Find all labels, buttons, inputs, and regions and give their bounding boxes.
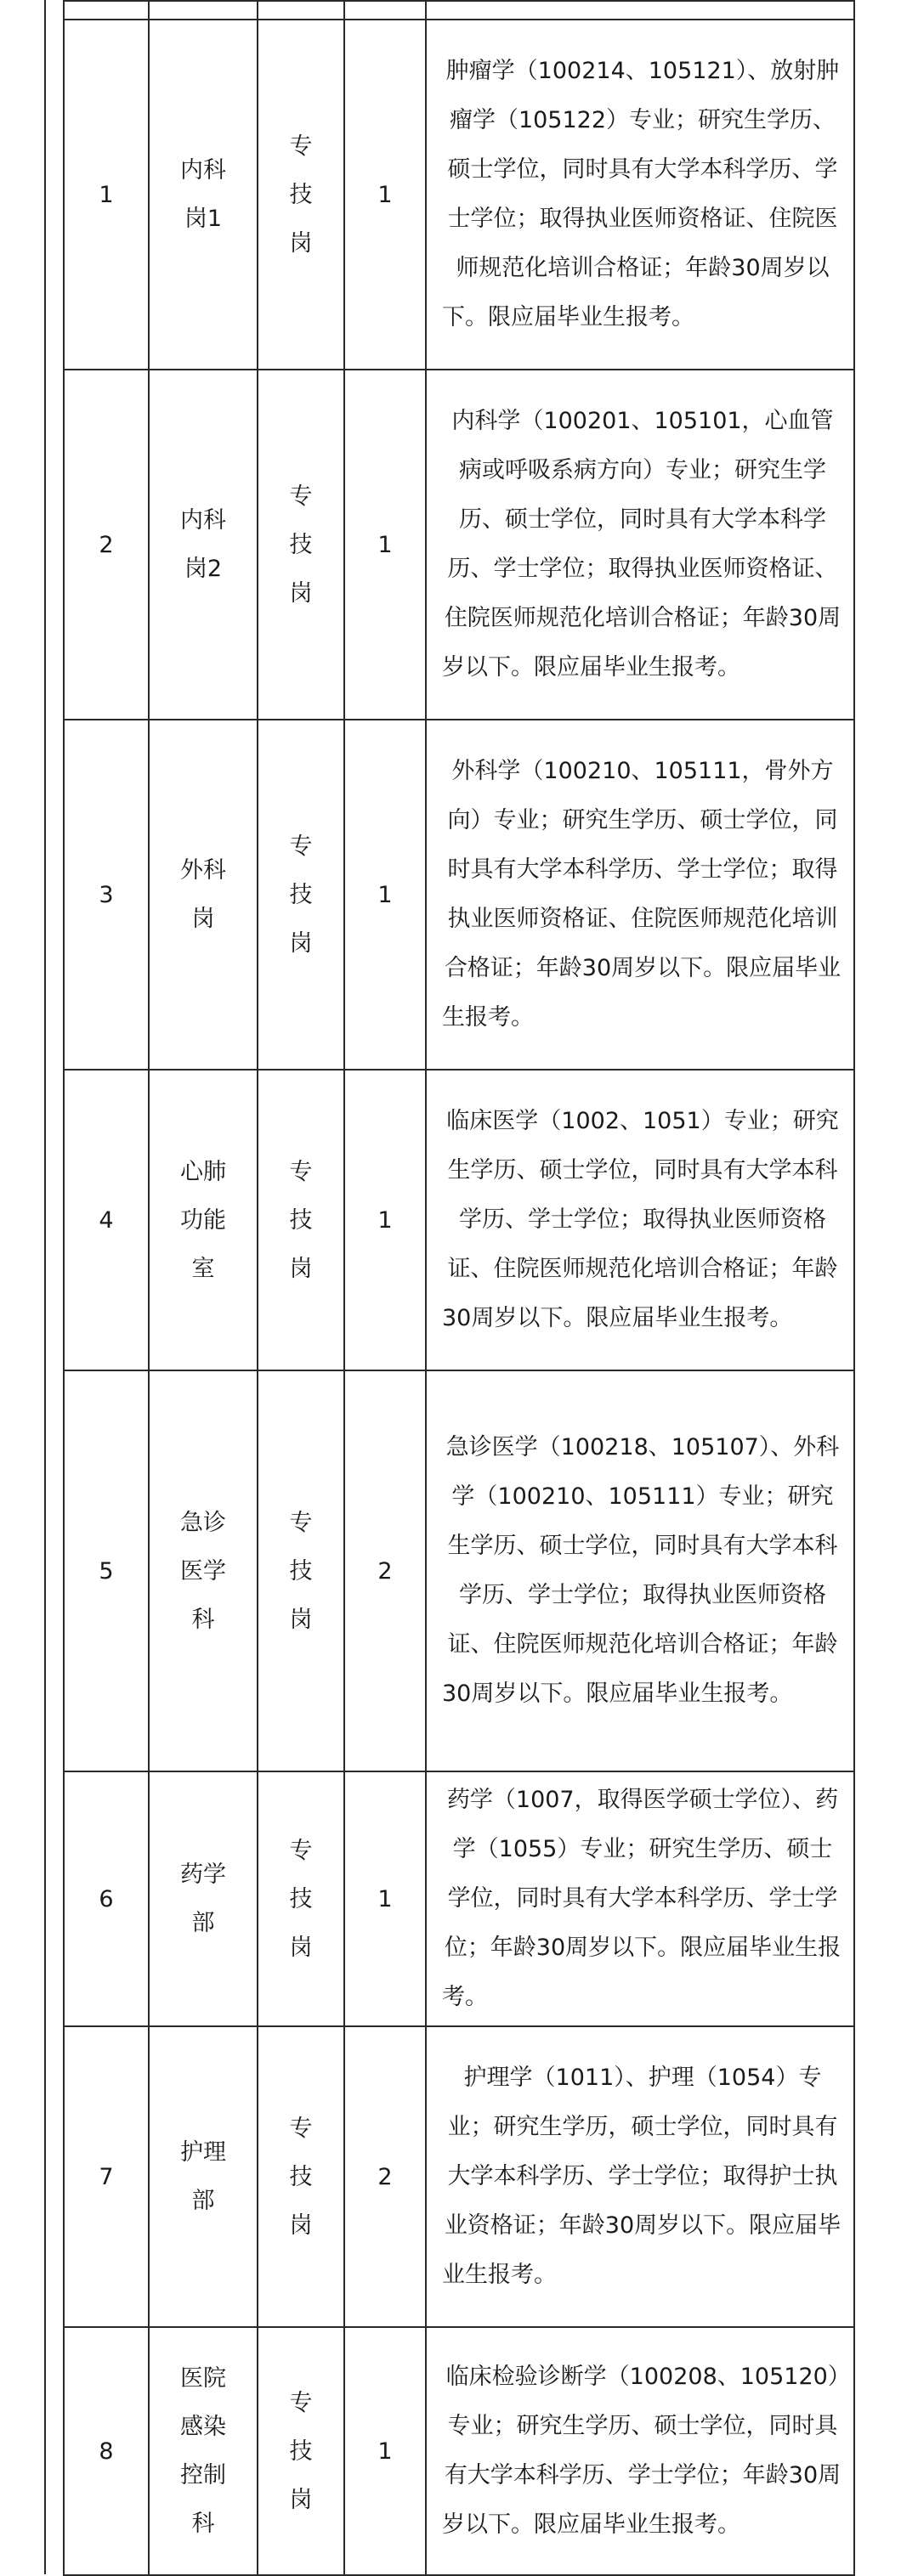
- count-cell: 1: [344, 2327, 426, 2575]
- row-number: 1: [64, 20, 149, 370]
- count-cell: 1: [344, 370, 426, 720]
- post-type: 专技岗: [289, 1837, 313, 1961]
- row-number: 4: [64, 1070, 149, 1370]
- count-cell: 1: [344, 1771, 426, 2026]
- table-row: [64, 720, 854, 1070]
- row-number: 6: [64, 1771, 149, 2026]
- dept-name: 心肺功能室: [180, 1158, 226, 1282]
- count-cell: 1: [344, 1070, 426, 1370]
- post-type: 专技岗: [289, 2389, 313, 2513]
- table-row: [64, 1070, 854, 1370]
- type-cell: [258, 2026, 344, 2327]
- table-row: [64, 2327, 854, 2575]
- requirements-cell: 临床医学（1002、1051）专业；研究生学历、硕士学位，同时具有大学本科学历、学士学位；取得执业医师资格证、住院医师规范化培训合格证；年龄30周岁以下。限应届毕业生报考。: [426, 1070, 854, 1370]
- post-type: 专技岗: [289, 1509, 313, 1633]
- header-cell: [344, 1, 426, 20]
- requirements-cell: 急诊医学（100218、105107）、外科学（100210、105111）专业；研究生学历、硕士学位，同时具有大学本科学历、学士学位；取得执业医师资格证、住院医师规范化培训合格证；年龄30周岁以下。限应届毕业生报考。: [426, 1370, 854, 1771]
- header-cell: [64, 1, 149, 20]
- recruitment-table: [63, 0, 855, 2576]
- requirements-cell: 护理学（1011）、护理（1054）专业；研究生学历，硕士学位，同时具有大学本科学历、学士学位；取得护士执业资格证；年龄30周岁以下。限应届毕业生报考。: [426, 2026, 854, 2327]
- dept-cell: [149, 1070, 258, 1370]
- row-number: 3: [64, 720, 149, 1070]
- table-row: [64, 1771, 854, 2026]
- requirements-cell: 外科学（100210、105111，骨外方向）专业；研究生学历、硕士学位，同时具有大学本科学历、学士学位；取得执业医师资格证、住院医师规范化培训合格证；年龄30周岁以下。限应届毕业生报考。: [426, 720, 854, 1070]
- header-cell: [258, 1, 344, 20]
- table-row: [64, 2026, 854, 2327]
- type-cell: [258, 370, 344, 720]
- dept-name: 医院感染控制科: [180, 2365, 226, 2537]
- dept-cell: [149, 20, 258, 370]
- dept-cell: [149, 370, 258, 720]
- header-cell: [149, 1, 258, 20]
- table-row: [64, 20, 854, 370]
- row-number: 8: [64, 2327, 149, 2575]
- dept-name: 药学部: [180, 1861, 226, 1936]
- requirements-cell: 临床检验诊断学（100208、105120）专业；研究生学历、硕士学位，同时具有大学本科学历、学士学位；年龄30周岁以下。限应届毕业生报考。: [426, 2327, 854, 2575]
- count-cell: 2: [344, 1370, 426, 1771]
- type-cell: [258, 1370, 344, 1771]
- requirements-cell: 药学（1007，取得医学硕士学位）、药学（1055）专业；研究生学历、硕士学位，同时具有大学本科学历、学士学位；年龄30周岁以下。限应届毕业生报考。: [426, 1771, 854, 2026]
- table-header-row: [64, 1, 854, 20]
- table-row: [64, 1370, 854, 1771]
- post-type: 专技岗: [289, 833, 313, 957]
- dept-cell: [149, 1771, 258, 2026]
- count-cell: 1: [344, 720, 426, 1070]
- requirements-cell: 肿瘤学（100214、105121）、放射肿瘤学（105122）专业；研究生学历、硕士学位，同时具有大学本科学历、学士学位；取得执业医师资格证、住院医师规范化培训合格证；年龄30周岁以下。限应届毕业生报考。: [426, 20, 854, 370]
- row-number: 7: [64, 2026, 149, 2327]
- dept-name: 内科岗1: [180, 157, 226, 232]
- post-type: 专技岗: [289, 133, 313, 257]
- dept-cell: [149, 2026, 258, 2327]
- dept-name: 护理部: [180, 2139, 226, 2214]
- type-cell: [258, 1771, 344, 2026]
- table-row: [64, 370, 854, 720]
- row-number: 5: [64, 1370, 149, 1771]
- type-cell: [258, 1070, 344, 1370]
- dept-name: 急诊医学科: [180, 1509, 226, 1633]
- count-cell: 1: [344, 20, 426, 370]
- count-cell: 2: [344, 2026, 426, 2327]
- type-cell: [258, 20, 344, 370]
- row-number: 2: [64, 370, 149, 720]
- header-cell: [426, 1, 854, 20]
- dept-cell: [149, 720, 258, 1070]
- post-type: 专技岗: [289, 483, 313, 607]
- page-left-border: [44, 0, 46, 2574]
- dept-name: 外科岗: [180, 857, 226, 932]
- dept-cell: [149, 1370, 258, 1771]
- type-cell: [258, 720, 344, 1070]
- type-cell: [258, 2327, 344, 2575]
- post-type: 专技岗: [289, 2115, 313, 2239]
- requirements-cell: 内科学（100201、105101，心血管病或呼吸系病方向）专业；研究生学历、硕士学位，同时具有大学本科学历、学士学位；取得执业医师资格证、住院医师规范化培训合格证；年龄30周岁以下。限应届毕业生报考。: [426, 370, 854, 720]
- dept-name: 内科岗2: [180, 507, 226, 582]
- dept-cell: [149, 2327, 258, 2575]
- post-type: 专技岗: [289, 1158, 313, 1282]
